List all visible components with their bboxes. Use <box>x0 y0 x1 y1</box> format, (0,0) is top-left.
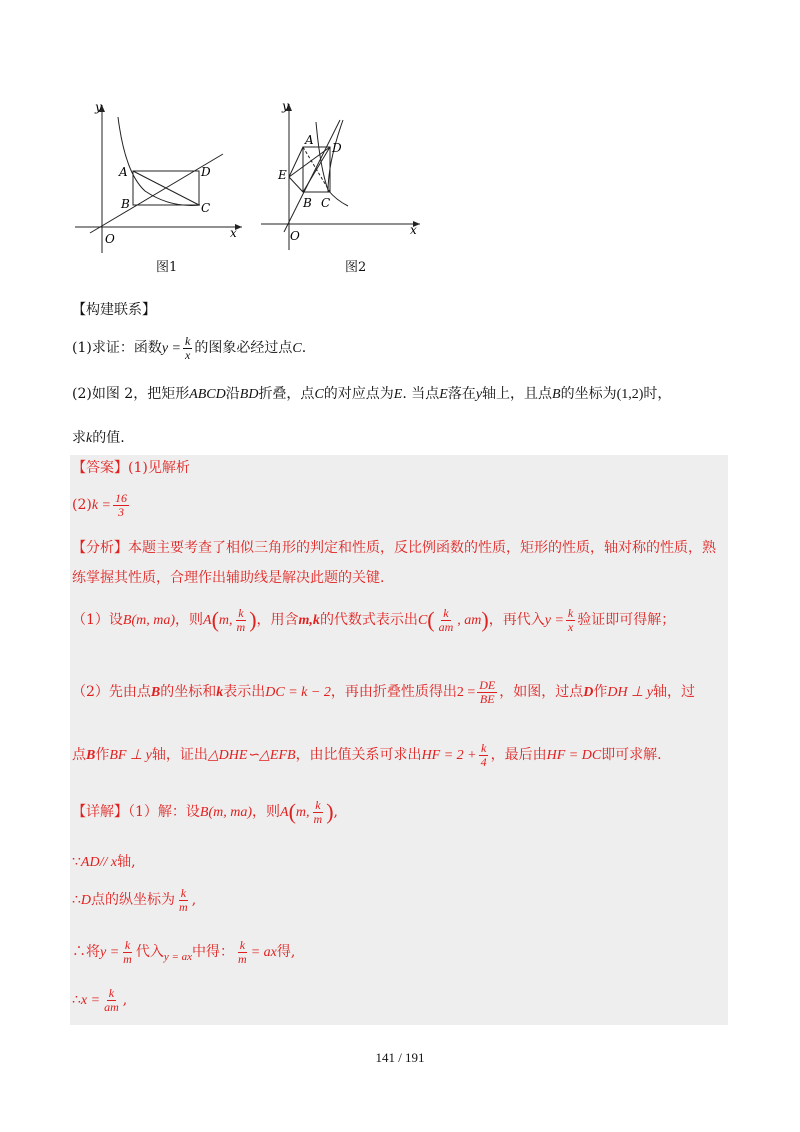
svg-text:O: O <box>290 229 300 243</box>
question-2-line-2 <box>72 428 125 449</box>
s2-a: （2）先由点 <box>72 684 151 700</box>
d4-frac-1 <box>121 939 134 966</box>
detail-line-1: 【详解】（1）解：设B(m, ma)，则A(m, $\frac{k}{m}$ ), <box>72 797 338 826</box>
s2-m: DH ⊥ y <box>607 685 653 700</box>
q2-text-e: . 当点 <box>402 386 440 402</box>
analysis-step-2 <box>72 672 695 712</box>
s3-h: HF = 2 + <box>421 748 477 763</box>
svg-text:C: C <box>321 196 331 210</box>
d1-d: A <box>280 805 289 820</box>
d1-a: （1）解：设 <box>128 804 200 820</box>
d4-f: = ax <box>250 945 277 960</box>
s1-j: C <box>417 613 428 628</box>
figure-1-caption: 图1 <box>156 260 178 275</box>
d3-d: , <box>191 892 197 908</box>
s3-frac <box>479 742 489 769</box>
svg-text:C: C <box>201 201 211 215</box>
s1-h: m,k <box>298 613 320 628</box>
d4-frac-2 <box>236 939 249 966</box>
s2-k: D <box>583 685 594 700</box>
s1-p: 验证即可得解； <box>577 612 676 628</box>
s2-c: 的坐标和 <box>160 684 217 700</box>
answer-2-fraction <box>113 492 129 519</box>
detail-line-2 <box>72 852 136 873</box>
q2-text-h: 的坐标为 <box>560 386 617 402</box>
svg-text:x: x <box>410 223 417 237</box>
d4-e: 中得： <box>192 944 235 960</box>
detail-line-3 <box>72 883 196 917</box>
d3-num: k <box>180 885 187 900</box>
q1-prefix: (1)求证：函数 <box>72 340 162 356</box>
svg-text:y: y <box>95 100 102 114</box>
figure-2 <box>258 92 428 252</box>
s3-c: 作 <box>95 747 110 763</box>
d1-f-den: m <box>313 811 323 826</box>
d4-d: y = ax <box>163 951 193 963</box>
answer-2-den: 3 <box>118 504 125 519</box>
answer-line-2 <box>72 488 131 522</box>
svg-text:D: D <box>332 141 342 155</box>
s2-n: 轴，过 <box>653 684 695 700</box>
q2-e2: E <box>439 387 448 402</box>
d4-den2: m <box>238 951 247 966</box>
s1-k-den: am <box>438 619 454 634</box>
s1-d: A <box>203 613 212 628</box>
d1-f-num: k <box>315 797 321 812</box>
answer-2-num: 16 <box>115 490 128 505</box>
svg-text:B: B <box>303 196 312 210</box>
s1-e: m, <box>218 613 233 628</box>
s1-f-den: m <box>236 619 246 634</box>
analysis-line-2: 练掌握其性质，合理作出辅助线是解决此题的关键. <box>72 570 385 586</box>
analysis-step-3 <box>72 735 662 775</box>
question-1 <box>72 333 306 363</box>
q2-text-a: (2)如图 2，把矩形 <box>72 386 190 402</box>
s2-j: ，如图，过点 <box>499 684 584 700</box>
q2-yaxis: y <box>475 387 483 402</box>
q1-point: C <box>292 341 302 356</box>
s1-a: （1）设 <box>72 612 123 628</box>
d3-a: ∴ <box>72 892 81 908</box>
figure-2-graph <box>258 92 428 252</box>
figure-2-caption: 图2 <box>345 260 367 275</box>
q2-text-b: 沿 <box>225 386 240 402</box>
d4-a: ∴将 <box>72 944 100 960</box>
d3-frac <box>177 887 190 914</box>
d4-num2: k <box>239 937 246 952</box>
svg-text:x: x <box>230 226 237 240</box>
s2-i-den: BE <box>479 691 495 706</box>
s1-frac-1 <box>235 607 248 634</box>
d4-b: y = <box>100 945 120 960</box>
analysis-step-1: （1）设B(m, ma)，则A(m, $\frac{k}{m}$ )，用含m,k的代数式表示出C( $\frac{k}{am}$ , am)，再代入y = $\frac{k}{x}$ 验证即可得解； <box>72 605 676 634</box>
s1-i: 的代数式表示出 <box>319 612 418 628</box>
s3-k: HF = DC <box>546 748 602 763</box>
s1-frac-2 <box>437 607 456 634</box>
s3-l: 即可求解. <box>601 747 662 763</box>
svg-text:B: B <box>121 197 130 211</box>
s1-c: ，则 <box>175 612 204 628</box>
svg-text:E: E <box>278 168 287 182</box>
d4-den: m <box>123 951 132 966</box>
detail-label: 【详解】 <box>72 804 128 820</box>
s3-a: 点 <box>72 747 86 763</box>
q2-text-c: 折叠，点 <box>258 386 315 402</box>
s1-n: y = <box>544 613 564 628</box>
answer-2-prefix: (2) <box>72 497 92 513</box>
s3-i-den: 4 <box>480 754 487 769</box>
s1-f-num: k <box>238 605 244 620</box>
figure-1 <box>70 95 250 255</box>
svg-text:A: A <box>305 133 314 147</box>
q1-frac-num: k <box>185 333 191 348</box>
d5-c: , <box>122 992 128 1008</box>
d4-num: k <box>124 937 131 952</box>
s1-l: , am <box>457 613 482 628</box>
d2-b: AD// x <box>80 855 118 870</box>
q2-text-g: 轴上，且点 <box>482 386 553 402</box>
d4-g: 得, <box>276 944 296 960</box>
s2-frac <box>477 679 497 706</box>
d1-g: , <box>333 804 338 820</box>
s1-frac-3 <box>566 607 575 634</box>
q2-bd: BD <box>239 387 259 402</box>
q2-text-i: 时， <box>643 386 672 402</box>
answer-label: 【答案】 <box>72 460 128 476</box>
analysis-p1: 本题主要考查了相似三角形的判定和性质，反比例函数的性质，矩形的性质，轴对称的性质，熟 <box>128 540 716 556</box>
q2-e: E <box>393 387 403 402</box>
q2-text-f: 落在 <box>447 386 476 402</box>
d2-c: 轴, <box>117 854 136 870</box>
svg-text:A: A <box>119 165 128 179</box>
q1-fraction <box>183 335 192 362</box>
s2-d: k <box>216 685 224 700</box>
d5-a: ∴ <box>72 992 81 1008</box>
d4-c: 代入 <box>135 944 164 960</box>
figure-1-graph <box>70 95 250 255</box>
s3-b: B <box>86 748 96 763</box>
q1-mid: 的图象必经过点 <box>194 340 293 356</box>
d1-e: m, <box>295 805 310 820</box>
detail-line-5 <box>72 983 127 1017</box>
d5-frac <box>102 987 121 1014</box>
s3-i-num: k <box>480 740 487 755</box>
q1-eq-lhs: y = <box>161 341 182 356</box>
s1-g: ，用含 <box>256 612 299 628</box>
q2-coord: (1,2) <box>616 387 644 402</box>
d1-b: B(m, ma) <box>199 805 253 820</box>
svg-text:D: D <box>201 165 211 179</box>
s3-e: 轴，证出 <box>151 747 208 763</box>
s2-l: 作 <box>593 684 608 700</box>
s2-b: B <box>150 685 161 700</box>
s2-e: 表示出 <box>223 684 266 700</box>
q2-text-d: 的对应点为 <box>323 386 394 402</box>
answer-1: (1)见解析 <box>128 460 190 476</box>
d5-den: am <box>104 999 119 1014</box>
d3-c: 点的纵坐标为 <box>91 892 176 908</box>
s3-g: ，由比值关系可求出 <box>295 747 422 763</box>
d1-c: ，则 <box>252 804 281 820</box>
d3-den: m <box>179 899 188 914</box>
analysis-line-1 <box>72 538 716 558</box>
s2-h: 2 = <box>456 685 476 700</box>
s2-i-num: DE <box>479 677 496 692</box>
q2-b: B <box>552 387 561 402</box>
q2-c: C <box>314 387 324 402</box>
s1-k-num: k <box>443 605 449 620</box>
q2-k: k <box>86 431 93 446</box>
q2-text-l2a: 求 <box>72 430 86 446</box>
d5-num: k <box>108 985 115 1000</box>
q2-text-l2b: 的值. <box>92 430 125 446</box>
svg-text:O: O <box>105 232 115 246</box>
d2-a: ∵ <box>72 854 81 870</box>
s1-o-num: k <box>567 605 574 620</box>
analysis-label: 【分析】 <box>72 540 128 556</box>
s1-o-den: x <box>567 619 574 634</box>
s2-f: DC = k − 2 <box>265 685 331 700</box>
q2-rect: ABCD <box>189 387 226 402</box>
d3-b: D <box>80 893 92 908</box>
q1-frac-den: x <box>185 347 191 362</box>
d1-frac <box>312 799 325 826</box>
svg-text:y: y <box>282 99 289 113</box>
s3-f: △DHE∽△EFB <box>207 748 296 763</box>
question-2-line-1 <box>72 384 671 405</box>
page-number: 141 / 191 <box>375 1050 425 1065</box>
d5-b: x = <box>80 993 101 1008</box>
s2-g: ，再由折叠性质得出 <box>330 684 457 700</box>
s3-d: BF ⊥ y <box>109 748 152 763</box>
s1-m: ，再代入 <box>488 612 545 628</box>
section-title: 【构建联系】 <box>72 302 156 318</box>
answer-line-1 <box>72 458 190 478</box>
answer-2-lhs: k = <box>91 498 112 513</box>
q1-end: . <box>301 340 307 356</box>
s3-j: ，最后由 <box>490 747 547 763</box>
detail-line-4 <box>72 935 295 969</box>
s1-b: B(m, ma) <box>122 613 176 628</box>
